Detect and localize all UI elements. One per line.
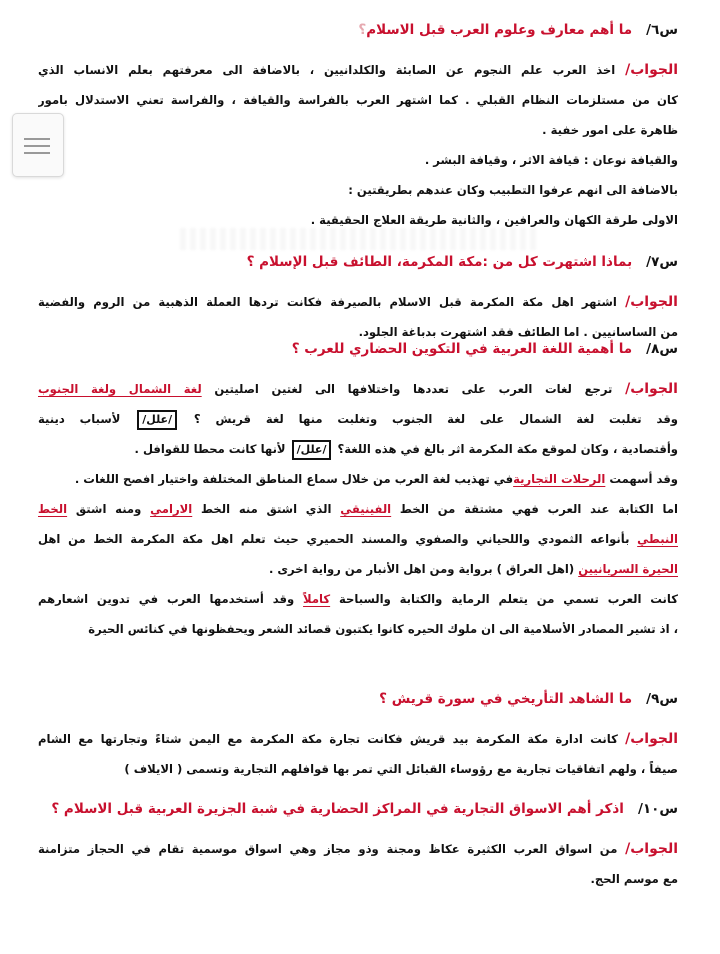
faint-bleed-through xyxy=(180,228,540,250)
answer-10-line: مع موسم الحج. xyxy=(590,872,678,886)
answer-8-text: لأسباب دينية xyxy=(38,412,121,426)
answer-8-text: لأنها كانت محطا للقوافل . xyxy=(134,442,286,456)
answer-8-line xyxy=(38,494,678,524)
highlight-north-south-languages: لغة الشمال ولغة الجنوب xyxy=(38,382,202,396)
question-8-number: س٨/ xyxy=(646,341,678,357)
answer-6-line: كان من مستلزمات النظام القبلي . كما اشتهر العرب بالفراسة والقيافة ، والفراسة تعني الاستدلال بامور xyxy=(38,93,678,107)
highlight-complete: كاملاً xyxy=(303,592,331,606)
answer-8-line xyxy=(38,524,678,554)
answer-7-line-text: اشتهر اهل مكة المكرمة قبل الاسلام بالصيرفة فكانت تردها العملة الذهبية من الروم والفضية xyxy=(38,295,617,309)
question-6-heading xyxy=(38,20,678,40)
question-6-block xyxy=(38,20,678,235)
answer-8-text: كانت العرب تسمي من يتعلم الرماية والكتابة والسباحة xyxy=(338,592,678,606)
answer-8-line xyxy=(38,584,678,614)
question-6-number: س٦/ xyxy=(646,22,678,38)
answer-8-text: (اهل العراق ) برواية ومن اهل الأنبار من رواية اخرى . xyxy=(268,562,575,576)
question-7-heading xyxy=(38,252,678,272)
answer-10-label: الجواب/ xyxy=(625,841,678,857)
question-10-block xyxy=(38,799,678,894)
answer-6-label: الجواب/ xyxy=(625,62,678,78)
answer-6-line: ظاهرة على امور خفية . xyxy=(542,123,678,137)
answer-9 xyxy=(38,724,678,784)
answer-8-text: في تهذيب لغة العرب من خلال سماع المناطق المختلفة واختيار افصح اللغات . xyxy=(74,472,514,486)
answer-8-text: وقد تغلبت لغة الشمال على لغة الجنوب وتغلبت منها لغة قريش ؟ xyxy=(193,412,678,426)
answer-9-line-text: كانت ادارة مكة المكرمة بيد قريش فكانت تجارة مكة المكرمة مع اليمن شتاءً وتجارتها مع الشام xyxy=(38,732,618,746)
answer-8-text: ترجع لغات العرب على تعددها واختلافها الى لغتين اصليتين xyxy=(214,382,613,396)
question-7-number: س٧/ xyxy=(646,254,678,270)
answer-6-line xyxy=(38,55,678,85)
highlight-aramaic: الارامي xyxy=(150,502,193,516)
question-10-number: س١٠/ xyxy=(637,801,678,817)
highlight-phoenician: الفينيقي xyxy=(340,502,392,516)
answer-6-line: الاولى طرقة الكهان والعرافين ، والثانية طريقة العلاج الحقيقية . xyxy=(310,213,678,227)
answer-8-text: وقد أستخدمها العرب في تدوين اشعارهم xyxy=(38,592,295,606)
question-7-block xyxy=(38,252,678,347)
explain-box: /علل/ xyxy=(292,440,332,460)
question-9-number: س٩/ xyxy=(646,691,678,707)
answer-7-label: الجواب/ xyxy=(625,294,678,310)
highlight-trade-journeys: الرحلات التجارية xyxy=(513,472,606,486)
answer-8-line xyxy=(38,374,678,404)
question-6-text: ما أهم معارف وعلوم العرب قبل الاسلام xyxy=(366,22,633,38)
highlight-script: الخط xyxy=(38,502,68,516)
answer-6 xyxy=(38,55,678,235)
answer-10 xyxy=(38,834,678,894)
question-8-block xyxy=(38,339,678,644)
question-10-text: اذكر أهم الاسواق التجارية في المراكز الحضارية في شبة الجزيرة العربية قبل الاسلام ؟ xyxy=(51,801,624,817)
answer-8-line xyxy=(38,404,678,434)
question-7-text: بماذا اشتهرت كل من :مكة المكرمة، الطائف قبل الإسلام ؟ xyxy=(246,254,633,270)
answer-8 xyxy=(38,374,678,644)
answer-6-line: بالاضافة الى انهم عرفوا التطبيب وكان عندهم بطريقتين : xyxy=(348,183,678,197)
answer-8-line xyxy=(38,464,678,494)
answer-8-text: اما الكتابة عند العرب فهي مشتقة من الخط xyxy=(399,502,678,516)
answer-8-text: وقد أسهمت xyxy=(609,472,678,486)
answer-10-line-text: من اسواق العرب الكثيرة عكاظ ومجنة وذو مجاز وهي اسواق موسمية تقام في الحجاز متزامنة xyxy=(38,842,618,856)
question-8-text: ما أهمية اللغة العربية في التكوين الحضاري للعرب ؟ xyxy=(291,341,633,357)
answer-6-line-text: اخذ العرب علم النجوم عن الصابئة والكلدانيين ، بالاضافة الى معرفتهم بعلم الانساب الذي xyxy=(38,63,616,77)
answer-7-line xyxy=(38,287,678,317)
answer-8-text: الذي اشتق منه الخط xyxy=(200,502,332,516)
question-6-faded-mark: ؟ xyxy=(358,22,367,38)
answer-8-line xyxy=(38,434,678,464)
answer-10-line xyxy=(38,834,678,864)
highlight-nabataean: النبطي xyxy=(637,532,678,546)
question-8-heading xyxy=(38,339,678,359)
answer-7-line: من الساسانيين . اما الطائف فقد اشتهرت بدباغة الجلود. xyxy=(358,325,678,339)
menu-button[interactable] xyxy=(12,113,64,177)
answer-9-line: صيفاً ، ولهم اتفاقيات تجارية مع رؤوساء القبائل التي تمر بها قوافلهم التجارية وتسمى ( الايلاف ) xyxy=(124,762,678,776)
answer-9-label: الجواب/ xyxy=(625,731,678,747)
answer-8-text: وأقتصادية ، وكان لموقع مكة المكرمة اثر بالغ في هذه اللغة؟ xyxy=(337,442,678,456)
question-9-heading xyxy=(38,689,678,709)
answer-8-text: بأنواعه الثمودي واللحياني والصفوي والمسند الحميري حيث تعلم اهل مكة المكرمة الخط من اهل xyxy=(38,532,630,546)
answer-9-line xyxy=(38,724,678,754)
question-9-block xyxy=(38,689,678,784)
question-10-heading xyxy=(38,799,678,819)
explain-box: /علل/ xyxy=(137,410,177,430)
question-9-text: ما الشاهد التأريخي في سورة قريش ؟ xyxy=(379,691,633,707)
answer-8-line: ، اذ تشير المصادر الأسلامية الى ان ملوك الحيره كانوا يكتبون قصائد الشعر ويحفظونها في كنائس الحيرة xyxy=(88,622,678,636)
answer-8-line xyxy=(38,554,678,584)
highlight-hira-syriacs: الحيرة السريانيين xyxy=(578,562,678,576)
answer-6-line: والقيافة نوعان : قيافة الاثر ، وقيافة البشر . xyxy=(424,153,678,167)
answer-7 xyxy=(38,287,678,347)
answer-8-label: الجواب/ xyxy=(625,381,678,397)
answer-8-text: ومنه اشتق xyxy=(75,502,142,516)
